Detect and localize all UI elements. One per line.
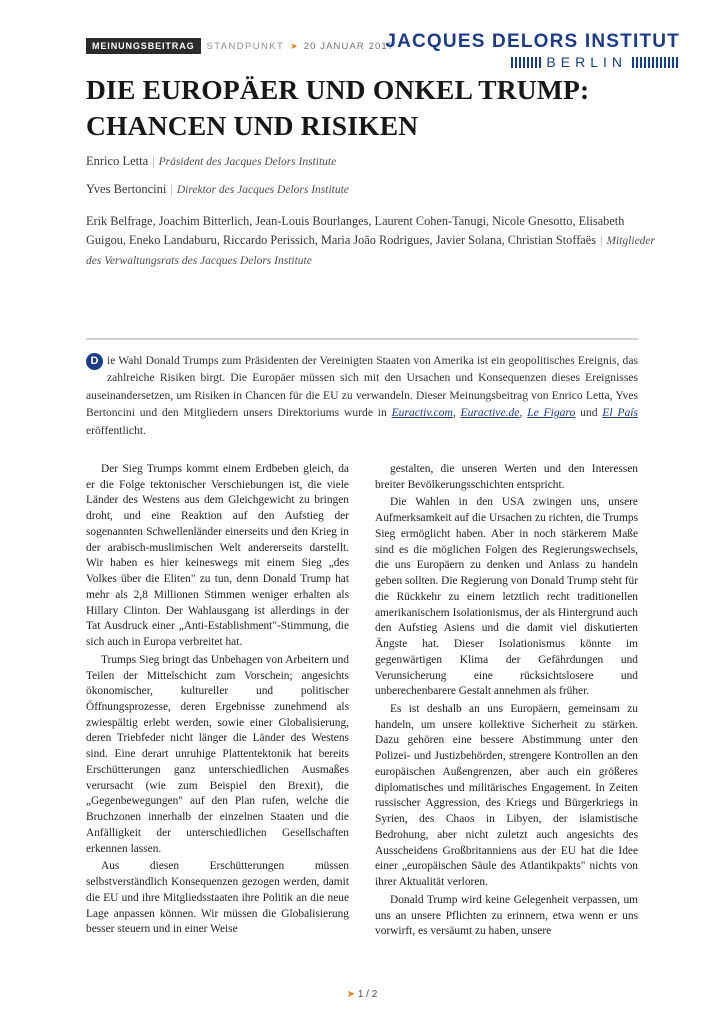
- paragraph: Aus diesen Erschütterungen müssen selbstverständlich Konsequenzen gezogen werden, damit die EU und ihre Mitgliedsstaaten ihre Politik an die neue Lage anpassen können. Wir müssen die Globalisierung besser steuern und in einer Weise: [86, 860, 349, 936]
- footer-arrow-icon: ➤: [346, 989, 356, 1000]
- author-role: Präsident des Jacques Delors Institute: [158, 156, 337, 168]
- author-primary-2: [86, 180, 666, 199]
- dropcap: D: [86, 353, 103, 370]
- paragraph: gestalten, die unseren Werten und den Interessen breiter Bevölkerungsschichten entspricht.: [375, 463, 638, 491]
- author-group-names: Erik Belfrage, Joachim Bitterlich, Jean-Louis Bourlanges, Laurent Cohen-Tanugi, Nicole Gnesotto, Elisabeth Guigou, Eneko Landaburu, Riccardo Perissich, Maria João Rodrigues, Javier Solana, Christian Stoffaës: [86, 214, 625, 248]
- author-block: [86, 152, 666, 271]
- page-title: [86, 72, 646, 145]
- author-group: [86, 212, 666, 271]
- author-primary-1: [86, 152, 666, 171]
- lead-sep-1: ,: [452, 406, 461, 420]
- arrow-icon: ➤: [290, 40, 298, 51]
- logo-bars-right-icon: [632, 57, 680, 68]
- author-name: Yves Bertoncini: [86, 181, 167, 196]
- link-el-pais[interactable]: El País: [602, 406, 638, 420]
- page-number: 1 / 2: [357, 989, 378, 1000]
- link-euractiv-de[interactable]: Euractive.de: [460, 406, 520, 420]
- author-separator: |: [170, 181, 173, 196]
- author-name: Enrico Letta: [86, 154, 149, 168]
- logo-bars-left-icon: [511, 57, 541, 68]
- link-euractiv-com[interactable]: Euractiv.com: [391, 406, 453, 420]
- divider: [86, 338, 638, 340]
- column-right: [375, 462, 638, 940]
- lead-text-end: eröffentlicht.: [86, 423, 146, 437]
- author-group-role: Mitglieder des Verwaltungsrats des Jacques Delors Institute: [86, 235, 655, 268]
- lead-text: ie Wahl Donald Trumps zum Präsidenten der Vereinigten Staaten von Amerika ist ein geopolitisches Ereignis, das zahlreiche Risiken birgt. Die Europäer müssen sich mit den Ursachen und Konsequenzen dieses Ereignisses auseinandersetzen, um Risiken in Chancen für die EU zu verwandeln. Dieser Meinungsbeitrag von Enrico Letta, Yves Bertoncini und den Mitgliedern unsers Direktoriums wurde in: [86, 354, 638, 420]
- kicker-badge: MEINUNGSBEITRAG: [86, 38, 201, 54]
- lead-abstract: [86, 352, 638, 439]
- paragraph: Die Wahlen in den USA zwingen uns, unsere Aufmerksamkeit auf die Ursachen zu richten, die Trumps Sieg ermöglicht haben. Aber in noch stärkerem Maße sind es die möglichen Folgen des Regierungswechsels, die uns Europäern zu denken und Anlass zu handeln geben sollten. Die Regierung von Donald Trump steht für die Rückkehr zu einem letztlich recht traditionellen amerikanischem Isolationismus, der als Hintergrund auch den Aufstieg Asiens und die damit viel diskutierten Ängste hat. Dieser Isolationismus könnte im gegenwärtigen Klima der Gefährdungen und Verunsicherung eine rücksichtslosere und unberechenbarere Gestalt annehmen als früher.: [375, 496, 638, 698]
- column-left: [86, 462, 349, 940]
- kicker-category: STANDPUNKT: [206, 40, 285, 52]
- author-separator: |: [599, 233, 603, 248]
- body-columns: [86, 462, 638, 940]
- logo-city: BERLIN: [546, 54, 627, 70]
- title-line-2: CHANCEN UND RISIKEN: [86, 110, 419, 142]
- logo-subtitle-row: [385, 55, 680, 69]
- link-le-figaro[interactable]: Le Figaro: [527, 406, 576, 420]
- paragraph: Es ist deshalb an uns Europäern, gemeinsam zu handeln, um unsere kollektive Sicherheit zu stärken. Dazu gehören eine bessere Abstimmung unter den Polizei- und Justizbehörden, strengere Kontrollen an den europäischen Außengrenzen, aber auch ein größeres diplomatisches und militärisches Engagement. In Zeiten russischer Aggression, des Kriegs und Bürgerkriegs in Syrien, des Chaos in Libyen, der islamistische Bedrohung, aber nicht zuletzt auch angesichts des Ausscheidens Großbritanniens aus der EU hat die Idee einer „europäischen Säule des Atlantikpakts" nichts von ihrer Aktualität verloren.: [375, 703, 638, 889]
- page-footer: [0, 989, 724, 1000]
- lead-sep-2: ,: [519, 406, 528, 420]
- paragraph: Der Sieg Trumps kommt einem Erdbeben gleich, da er die Folge tektonischer Verschiebungen ist, die viele Länder des Westens aus dem Gleichgewicht zu bringen droht, und eine Reaktion auf den Aufstieg der sogenannten Schwellenländer einerseits und den Krieg in der arabisch-muslimischen Welt andererseits darstellt. Wir haben es hier keineswegs mit einem Sieg „des Volkes über die Eliten" zu tun, denn Donald Trump hat mehr als 2,8 Millionen Stimmen weniger erhalten als Hillary Clinton. Der Wahlausgang ist allerdings in der Tat Ausdruck einer „Anti-Establishment"-Stimmung, die sich auch in Europa verbreitet hat.: [86, 463, 349, 649]
- kicker-date: 20 JANUAR 2017: [303, 40, 395, 52]
- author-role: Direktor des Jacques Delors Institute: [176, 183, 349, 196]
- title-line-1: DIE EUROPÄER UND ONKEL TRUMP:: [86, 74, 590, 105]
- institute-logo: [385, 32, 680, 69]
- paragraph: Trumps Sieg bringt das Unbehagen von Arbeitern und Teilen der Mittelschicht zum Vorschein; angesichts ökonomischer, kultureller und politischer Öffnungsprozesse, deren Ergebnisse zunehmend als zwiespältig erlebt werden, sowie einer Globalisierung, deren Triebfeder nicht länger die Länder des Westens sind. Eine derart unruhige Plattentektonik hat bereits Erschütterungen ganz unterschiedlichen Ausmaßes verursacht (wie zum Beispiel den Brexit), die „Gegenbewegungen" auf den Plan rufen, welche die Bruchzonen innerhalb der einzelnen Staaten und die Anfälligkeit der unterschiedlichen Gesellschaften erkennen lassen.: [86, 653, 349, 855]
- logo-title: JACQUES DELORS INSTITUT: [385, 31, 680, 52]
- paragraph: Donald Trump wird keine Gelegenheit verpassen, um uns an unsere Pflichten zu erinnern, etwa wenn er uns vorwirft, es versäumt zu haben, unsere: [375, 893, 638, 938]
- lead-sep-3: und: [575, 406, 603, 420]
- author-separator: |: [152, 154, 155, 168]
